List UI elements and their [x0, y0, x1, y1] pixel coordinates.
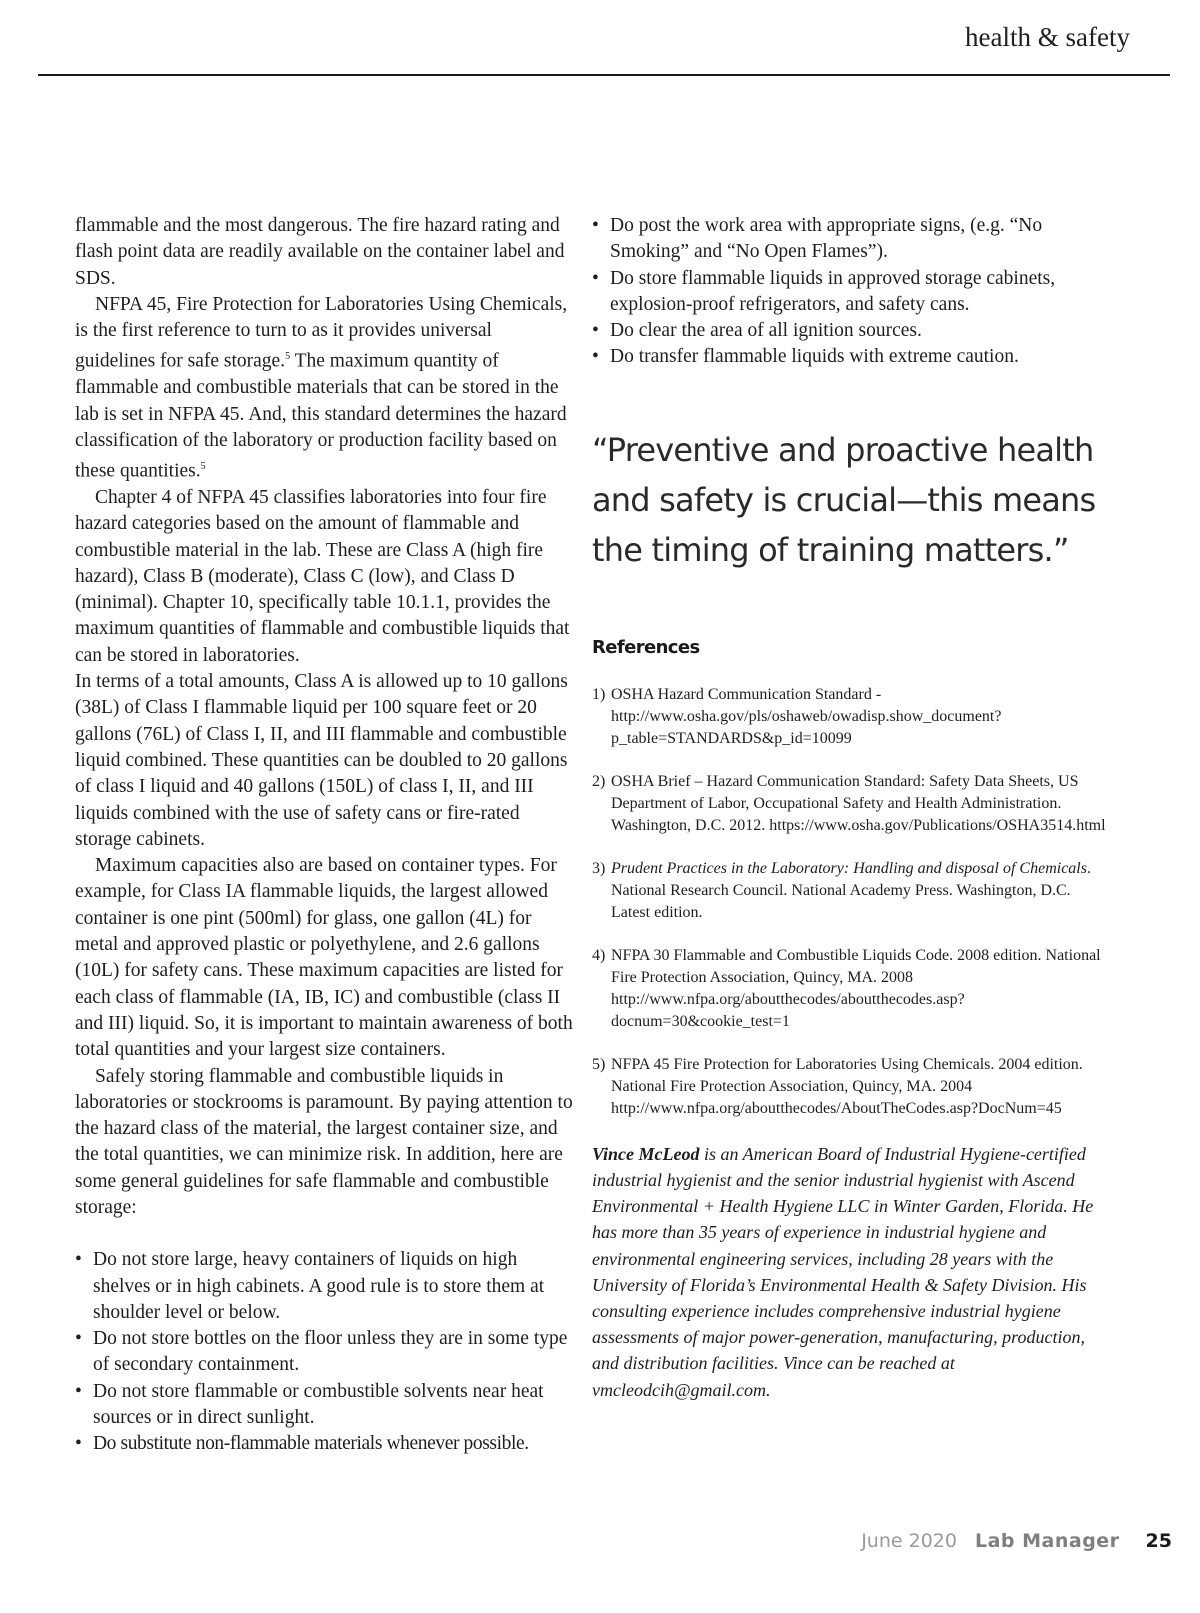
list-item: • Do post the work area with appropriate signs, (e.g. “No Smoking” and “No Open Flames”). [592, 213, 1112, 266]
pull-quote: “Preventive and proactive health and safety is crucial—this means the timing of training matters.” [592, 430, 1096, 569]
page-footer [861, 1530, 1172, 1552]
reference-text: NFPA 45 Fire Protection for Laboratories Using Chemicals. 2004 edition. National Fire Protection Association, Quincy, MA. 2004 http://www.nfpa.org/aboutthecodes/AboutTheCodes.asp?DocNum=45 [611, 1055, 1083, 1117]
reference-text: OSHA Hazard Communication Standard - http://www.osha.gov/pls/oshaweb/owadisp.show_document?p_table=STANDARDS&p_id=10099 [611, 685, 1002, 747]
list-item: • Do clear the area of all ignition sources. [592, 318, 1112, 344]
list-item: • Do substitute non-flammable materials whenever possible. [75, 1431, 575, 1457]
list-item: • Do transfer flammable liquids with extreme caution. [592, 344, 1112, 370]
reference-item [592, 945, 1112, 1033]
list-item: • Do store flammable liquids in approved storage cabinets, explosion-proof refrigerators, and safety cans. [592, 266, 1112, 319]
reference-number: 2) [592, 772, 606, 790]
reference-text: OSHA Brief – Hazard Communication Standard: Safety Data Sheets, US Department of Labor, Occupational Safety and Health Administration. Washington, D.C. 2012. https://www.osha.gov/Publications/OSHA3514.html [611, 772, 1106, 834]
header-rule [38, 74, 1170, 76]
author-name: Vince McLeod [592, 1143, 700, 1164]
reference-number: 4) [592, 946, 606, 964]
reference-number: 3) [592, 859, 606, 877]
reference-title: Prudent Practices in the Laboratory: Handling and disposal of Chemicals [611, 859, 1087, 877]
right-column [592, 213, 1112, 1403]
reference-item [592, 684, 1112, 750]
paragraph-2-a: NFPA 45, Fire Protection for Laboratories Using Chemicals, is the first reference to turn to as it provides universal guidelines for safe storage. [75, 293, 568, 372]
list-item: • Do not store large, heavy containers of liquids on high shelves or in high cabinets. A good rule is to store them at shoulder level or below. [75, 1247, 575, 1326]
footnote-ref: 5 [200, 461, 206, 473]
list-item: • Do not store flammable or combustible solvents near heat sources or in direct sunlight. [75, 1379, 575, 1432]
magazine-name: Lab Manager [974, 1530, 1120, 1552]
paragraph-2 [75, 292, 575, 485]
page-number: 25 [1145, 1530, 1172, 1552]
reference-item [592, 858, 1112, 924]
references-heading: References [592, 636, 700, 658]
author-bio-text: is an American Board of Industrial Hygiene-certified industrial hygienist and the senior industrial hygienist with Ascend Environmental + Health Hygiene LLC in Winter Garden, Florida. He has more than 35 years of experience in industrial hygiene and environmental engineering services, including 28 years with the University of Florida’s Environmental Health & Safety Division. His consulting experience includes comprehensive industrial hygiene assessments of major power-generation, manufacturing, production, and distribution facilities. Vince can be reached at vmcleodcih@gmail.com. [592, 1143, 1094, 1400]
references-list [592, 684, 1112, 1120]
footnote-ref: 5 [285, 351, 291, 363]
paragraph-4: In terms of a total amounts, Class A is allowed up to 10 gallons (38L) of Class I flammable liquid per 100 square feet or 20 gallons (76L) of Class I, II, and III flammable and combustible liquid combined. These quantities can be doubled to 20 gallons of class I liquid and 40 gallons (150L) of class I, II, and III liquids combined with the use of safety cans or fire-rated storage cabinets. [75, 671, 568, 850]
storage-do-list [592, 213, 1112, 371]
reference-number: 1) [592, 685, 606, 703]
issue-date: June 2020 [861, 1530, 957, 1552]
section-title: health & safety [965, 22, 1130, 52]
paragraph-6: Safely storing flammable and combustible liquids in laboratories or stockrooms is paramount. By paying attention to the hazard class of the material, the largest container size, and the total quantities, we can minimize risk. In addition, here are some general guidelines for safe flammable and combustible storage: [75, 1065, 573, 1218]
reference-item [592, 771, 1112, 837]
reference-text: NFPA 30 Flammable and Combustible Liquids Code. 2008 edition. National Fire Protection Association, Quincy, MA. 2008 http://www.nfpa.org/aboutthecodes/aboutthecodes.asp?docnum=30&cookie_test=1 [611, 946, 1101, 1030]
reference-text: . National Research Council. National Academy Press. Washington, D.C. Latest edition. [611, 859, 1091, 921]
author-bio [592, 1141, 1112, 1403]
list-item: • Do not store bottles on the floor unless they are in some type of secondary containment. [75, 1326, 575, 1379]
reference-item [592, 1054, 1112, 1120]
paragraph-5: Maximum capacities also are based on container types. For example, for Class IA flammable liquids, the largest allowed container is one pint (500ml) for glass, one gallon (4L) for metal and approved plastic or polyethylene, and 2.6 gallons (10L) for safety cans. These maximum capacities are listed for each class of flammable (IA, IB, IC) and combustible (class II and III) liquid. So, it is important to maintain awareness of both total quantities and your largest size containers. [75, 855, 573, 1061]
storage-dont-list [75, 1247, 575, 1457]
paragraph-3: Chapter 4 of NFPA 45 classifies laboratories into four fire hazard categories based on the amount of flammable and combustible material in the lab. These are Class A (high fire hazard), Class B (moderate), Class C (low), and Class D (minimal). Chapter 10, specifically table 10.1.1, provides the maximum quantities of flammable and combustible liquids that can be stored in laboratories. [75, 486, 570, 666]
paragraph-1: flammable and the most dangerous. The fire hazard rating and flash point data are readily available on the container label and SDS. [75, 215, 565, 289]
paragraph-2-b: The maximum quantity of flammable and combustible materials that can be stored in the lab is set in NFPA 45. And, this standard determines the hazard classification of the laboratory or production facility based on these quantities. [75, 350, 567, 482]
left-column [75, 213, 575, 1458]
reference-number: 5) [592, 1055, 606, 1073]
